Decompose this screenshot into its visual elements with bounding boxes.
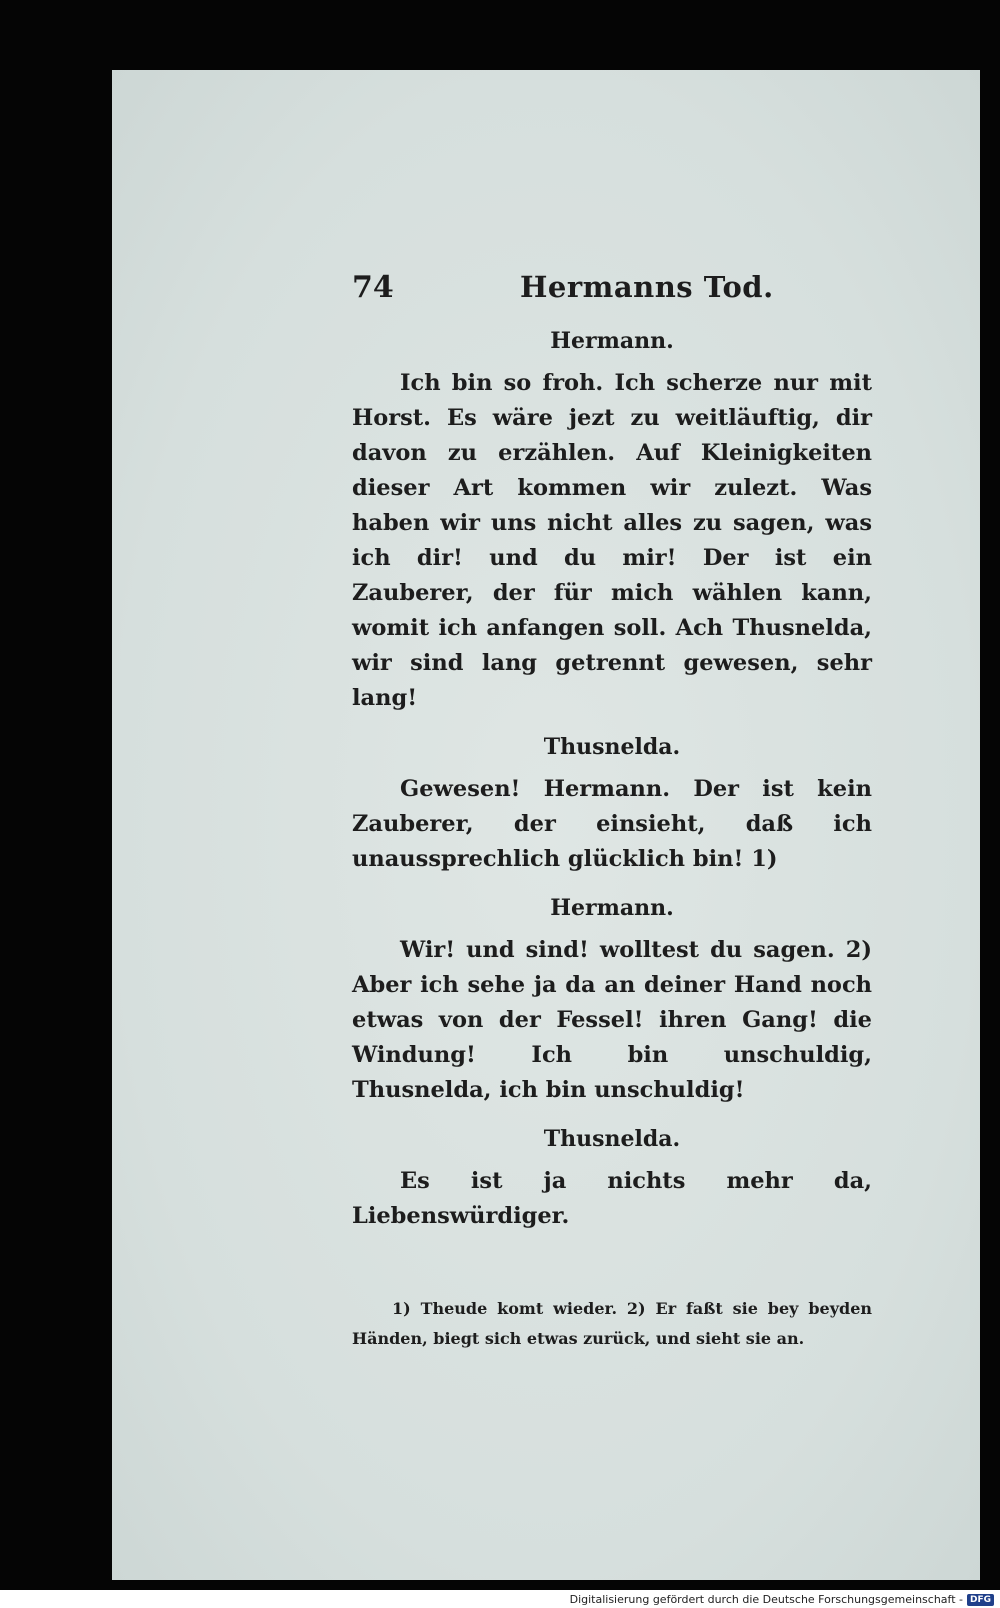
speech-text: Ich bin so froh. Ich scherze nur mit Horst. Es wäre jezt zu weitläuftig, dir davon zu erzählen. Auf Kleinigkeiten dieser Art kommen wir zulezt. Was haben wir uns nicht alles zu sagen, was ich dir! und du mir! Der ist ein Zauberer, der für mich wählen kann, womit ich anfangen soll. Ach Thusnelda, wir sind lang getrennt gewesen, sehr lang!	[352, 370, 872, 711]
speech-text: Es ist ja nichts mehr da, Liebenswürdiger.	[352, 1168, 872, 1229]
running-title: Hermanns Tod.	[520, 270, 774, 304]
speech-text: Wir! und sind! wolltest du sagen. 2) Aber ich sehe ja da an deiner Hand noch etwas von der Fessel! ihren Gang! die Windung! Ich bin unschuldig, Thusnelda, ich bin unschuldig!	[352, 937, 872, 1103]
running-head	[352, 270, 872, 322]
dfg-logo: DFG	[967, 1594, 994, 1606]
book-page	[112, 70, 980, 1580]
speaker-name: Thusnelda.	[543, 1126, 681, 1152]
credit-text: Digitalisierung gefördert durch die Deutsche Forschungsgemeinschaft -	[569, 1593, 963, 1606]
speech-text: Gewesen! Hermann. Der ist kein Zauberer, der einsieht, daß ich unaussprechlich glücklich bin! 1)	[352, 776, 872, 872]
speaker-name: Hermann.	[550, 895, 674, 921]
digitization-credit	[570, 1593, 994, 1606]
speaker-name: Hermann.	[550, 328, 674, 354]
speaker-name: Thusnelda.	[543, 734, 681, 760]
page-content	[352, 270, 872, 1370]
footnotes: 1) Theude komt wieder. 2) Er faßt sie bey beyden Händen, biegt sich etwas zurück, und sieht sie an.	[352, 1299, 872, 1348]
page-number: 74	[352, 270, 394, 305]
